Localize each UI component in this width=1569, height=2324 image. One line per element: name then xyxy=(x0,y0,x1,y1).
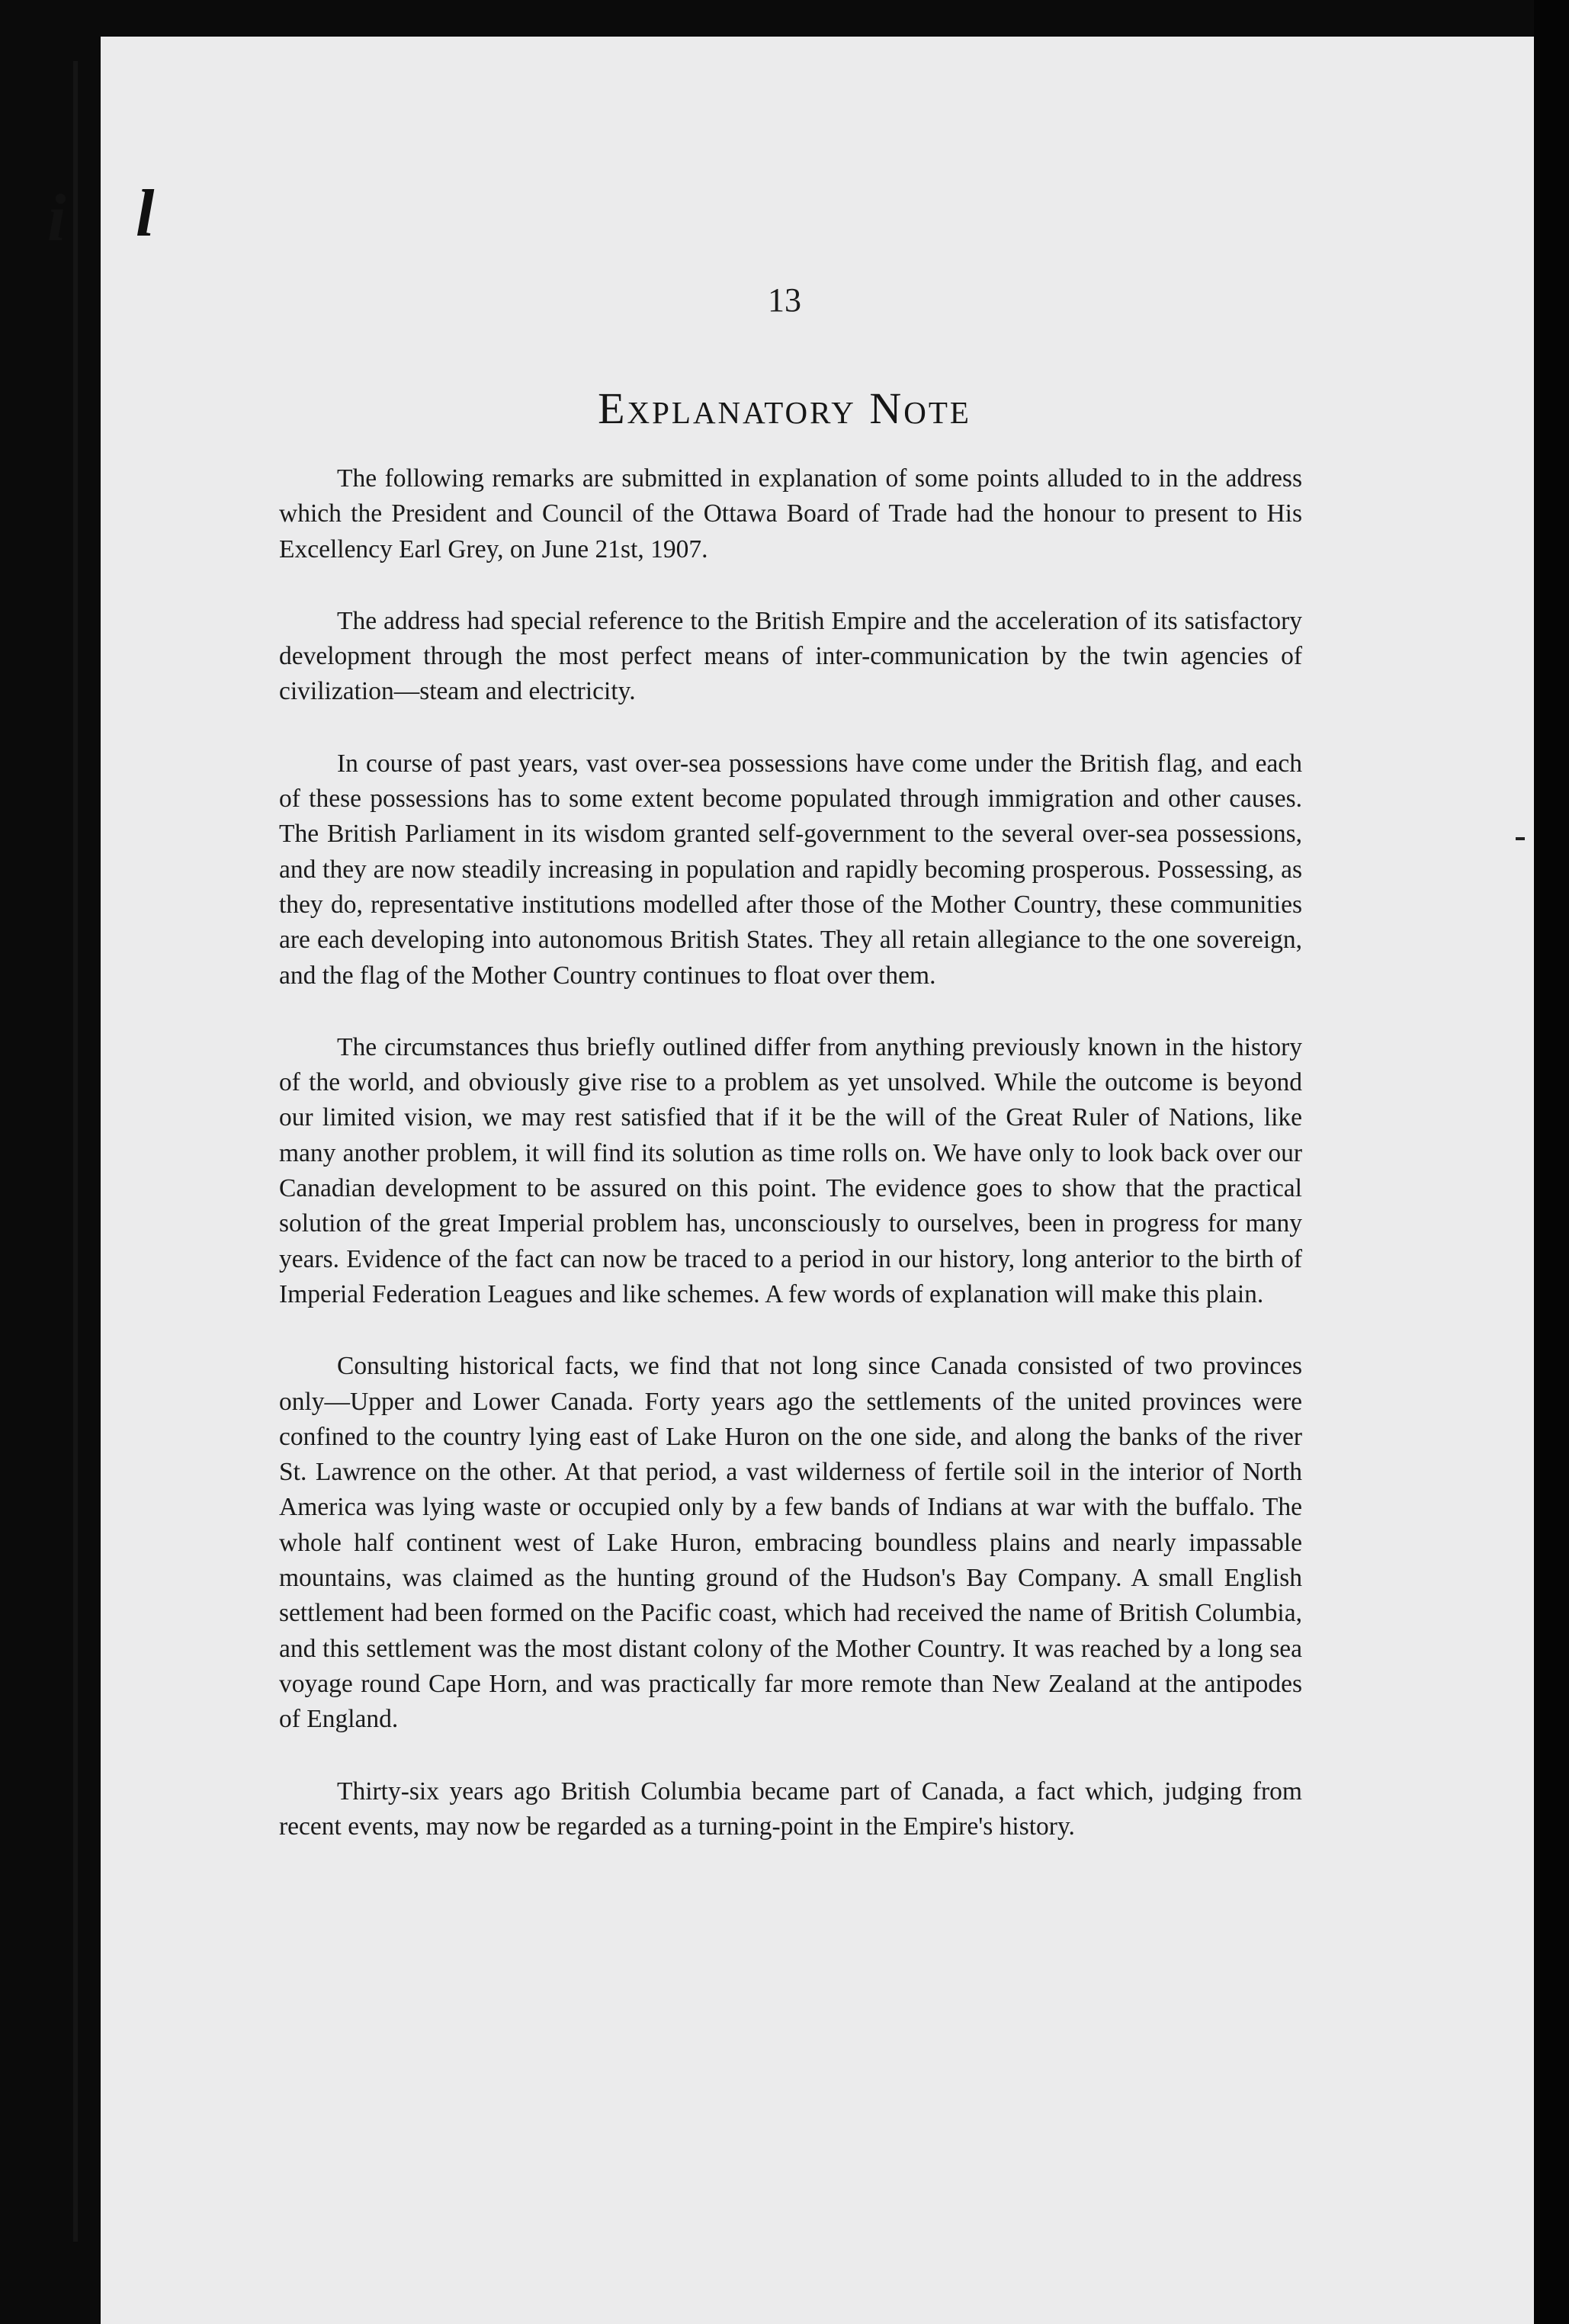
paragraph: The following remarks are submitted in explanation of some points alluded to in the address which the President and Council of the Ottawa Board of Trade had the honour to present to His Excellency Earl Grey, on June 21st, 1907. xyxy=(279,464,1302,563)
paragraph: In course of past years, vast over-sea possessions have come under the British flag, and each of these possessions has to some extent become populated through immigration and other causes. The British Parliament in its wisdom granted self-government to the several over-sea possessions, and they are now steadily increasing in population and rapidly becoming prosperous. Possessing, as they do, representative institutions modelled after those of the Mother Country, these communities are each developing into autonomous British States. They all retain allegiance to the one sovereign, and the flag of the Mother Country continues to float over them. xyxy=(279,749,1302,990)
paragraph: Thirty-six years ago British Columbia became part of Canada, a fact which, judging from recent events, may now be regarded as a turning-point in the Empire's history. xyxy=(279,1777,1302,1841)
page-number: 13 xyxy=(768,281,801,319)
margin-dash xyxy=(1516,837,1525,840)
page-title: Explanatory Note xyxy=(598,384,971,433)
paragraph: Consulting historical facts, we find that not long since Canada consisted of two provinces only—Upper and Lower Canada. Forty years ago the settlements of the united provinces were confined to the country lying east of Lake Huron on the one side, and along the banks of the river St. Lawrence on the other. At that period, a vast wilderness of fertile soil in the interior of North America was lying waste or occupied only by a few bands of Indians at war with the buffalo. The whole half continent west of Lake Huron, embracing boundless plains and nearly impassable mountains, was claimed as the hunting ground of the Hudson's Bay Company. A small English settlement had been formed on the Pacific coast, which had received the name of British Columbia, and this settlement was the most distant colony of the Mother Country. It was reached by a long sea voyage round Cape Horn, and was practically far more remote than New Zealand at the antipodes of England. xyxy=(279,1352,1302,1734)
scan-edge-shadow xyxy=(1534,0,1569,2324)
margin-mark-1: i xyxy=(47,181,66,255)
paragraph: The address had special reference to the British Empire and the acceleration of its satisfactory development through the most perfect means of inter-communication by the twin agencies of civilization—steam and electricity. xyxy=(279,606,1302,706)
margin-mark-2: l xyxy=(136,177,155,251)
document-body xyxy=(279,461,1302,1881)
paragraph: The circumstances thus briefly outlined differ from anything previously known in the history of the world, and obviously give rise to a problem as yet unsolved. While the outcome is beyond our limited vision, we may rest satisfied that if it be the will of the Great Ruler of Nations, like many another problem, it will find its solution as time rolls on. We have only to look back over our Canadian development to be assured on this point. The evidence goes to show that the practical solution of the great Imperial problem has, unconsciously to ourselves, been in progress for many years. Evidence of the fact can now be traced to a period in our history, long anterior to the birth of Imperial Federation Leagues and like schemes. A few words of explanation will make this plain. xyxy=(279,1032,1302,1308)
